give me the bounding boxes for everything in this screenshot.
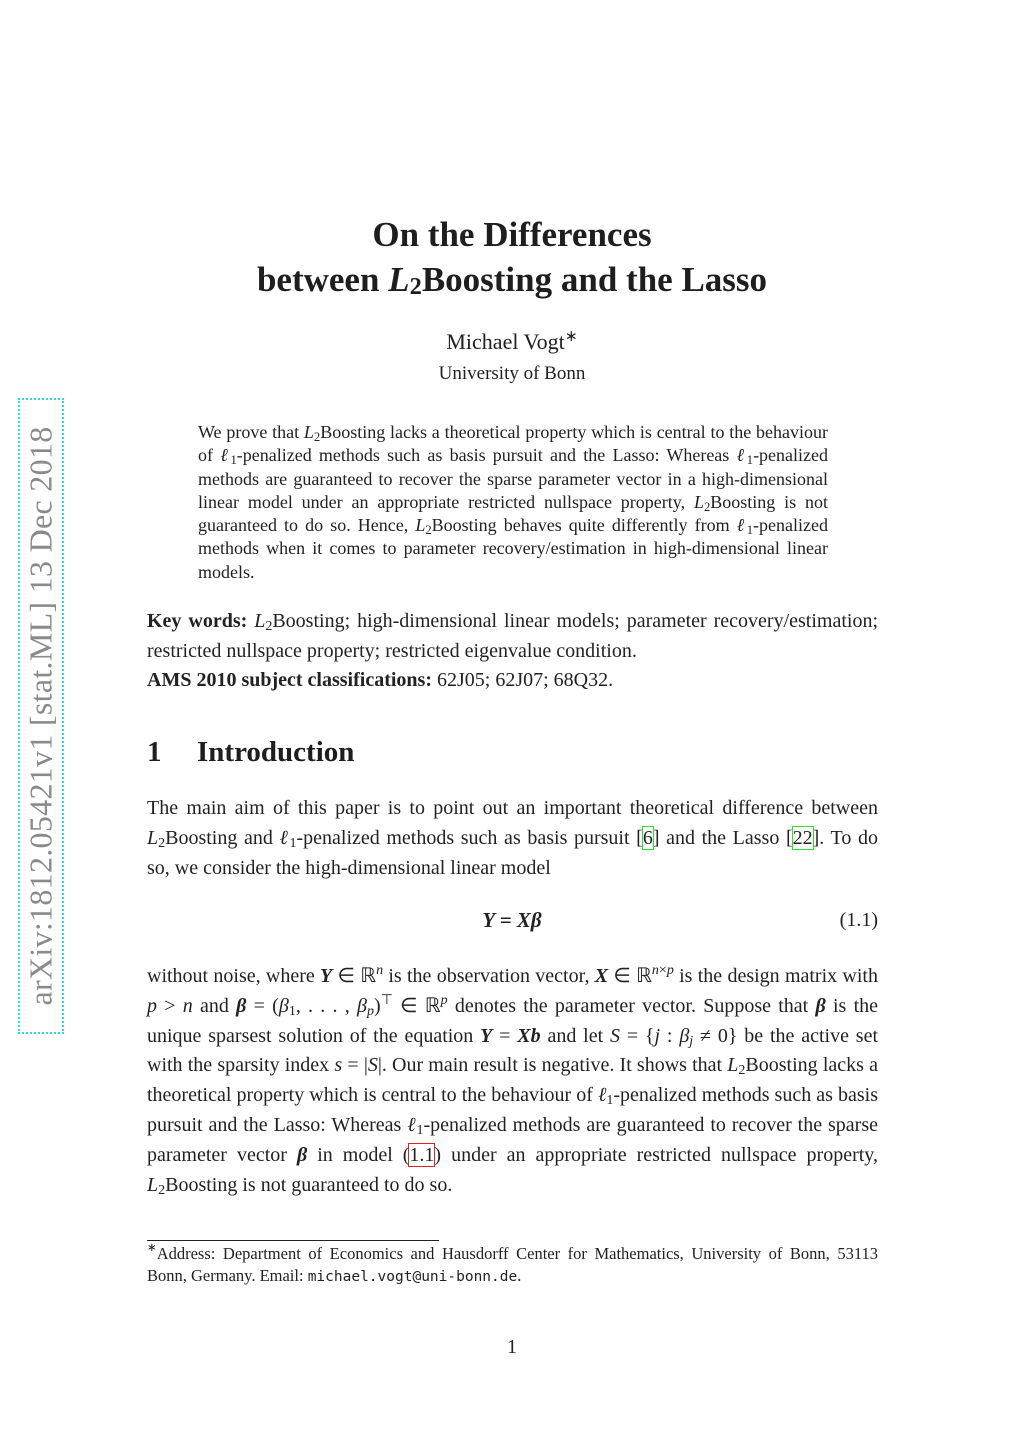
ams-classifications [147, 669, 613, 692]
arxiv-stamp[interactable] [18, 398, 64, 1034]
title-prefix: between [256, 260, 389, 299]
section-title: Introduction [197, 736, 355, 768]
affiliation: University of Bonn [438, 363, 586, 384]
footnote [147, 1243, 878, 1288]
equation: Y = Xβ [482, 908, 542, 932]
abstract [198, 421, 828, 584]
title-L: L [388, 260, 410, 299]
author [0, 329, 1024, 355]
section-heading [147, 736, 354, 769]
intro-paragraph-1: The main aim of this paper is to point out an important theoretical difference between $L_2Boosting$ and ℓ$_1$-penalized methods such as basis pursuit [6] and the Lasso [22]. To do so, we consider the high-dimensional linear model [147, 797, 878, 879]
page-number: 1 [507, 1336, 517, 1358]
footnote-rule [147, 1240, 439, 1241]
intro-paragraph-2: without noise, where Y ∈ ℝ$^n$ is the observation vector, X ∈ ℝ$^{n\times p}$ is the design matrix with p > n and $\beta = (\beta_1$, . . . , $\beta_p)^⊤$ ∈ ℝ$^p$ denotes the parameter vector. Suppose that β is the unique sparsest solution of the equation Y = Xb and let S = {j : $\beta_j \ne 0$} be the active set with the sparsity index s = |S|. Our main result is negative. It shows that $L_2Boosting$ lacks a theoretical property which is central to the behaviour of ℓ$_1$-penalized methods such as basis pursuit and the Lasso: Whereas ℓ$_1$-penalized methods are guaranteed to recover the sparse parameter vector β in model (1.1) under an appropriate restricted nullspace property, $L_2Boosting$ is not guaranteed to do so. [147, 963, 879, 1198]
author-footnote-mark[interactable]: ∗ [564, 328, 578, 345]
citation-lasso[interactable]: 22 [792, 826, 813, 849]
arxiv-id[interactable]: arXiv:1812.05421v1 [stat.ML] 13 Dec 2018 [22, 426, 59, 1006]
equation-reference[interactable]: 1.1 [409, 1143, 435, 1166]
citation-basis-pursuit[interactable]: 6 [642, 826, 653, 849]
ams-codes: 62J05; 62J07; 68Q32. [436, 669, 614, 691]
section-number: 1 [147, 736, 162, 768]
equation-number: (1.1) [839, 909, 878, 931]
paper-title-line1: On the Differences [372, 215, 652, 254]
ams-label: AMS 2010 subject classifications: [147, 669, 432, 691]
paper-title-line2 [0, 257, 1024, 302]
title-rest: Boosting and the Lasso [421, 260, 768, 299]
title-sub: 2 [409, 273, 422, 300]
abstract-text: We prove that $L_2Boosting$ lacks a theoretical property which is central to the behaviour of ℓ$_1$-penalized methods such as basis pursuit and the Lasso: Whereas ℓ$_1$-penalized methods are guaranteed to recover the sparse parameter vector in a high-dimensional linear model under an appropriate restricted nullspace property, $L_2Boosting$ is not guaranteed to do so. Hence, $L_2Boosting$ behaves quite differently from ℓ$_1$-penalized methods when it comes to parameter recovery/estimation in high-dimensional linear models. [198, 422, 829, 582]
footnote-text: Address: Department of Economics and Hausdorff Center for Mathematics, University of Bonn, 53113 Bonn, Germany. Email: [147, 1244, 878, 1285]
keywords-label: Key words: [147, 610, 248, 632]
footnote-mark: ∗ [147, 1242, 157, 1254]
author-name: Michael Vogt [446, 329, 565, 354]
footnote-end: . [517, 1265, 522, 1285]
footnote-email[interactable]: michael.vogt@uni-bonn.de [307, 1268, 518, 1285]
keywords: Key words: $L_2Boosting$; high-dimensional linear models; parameter recovery/estimation; restricted nullspace property; restricted eigenvalue condition. [147, 610, 878, 662]
